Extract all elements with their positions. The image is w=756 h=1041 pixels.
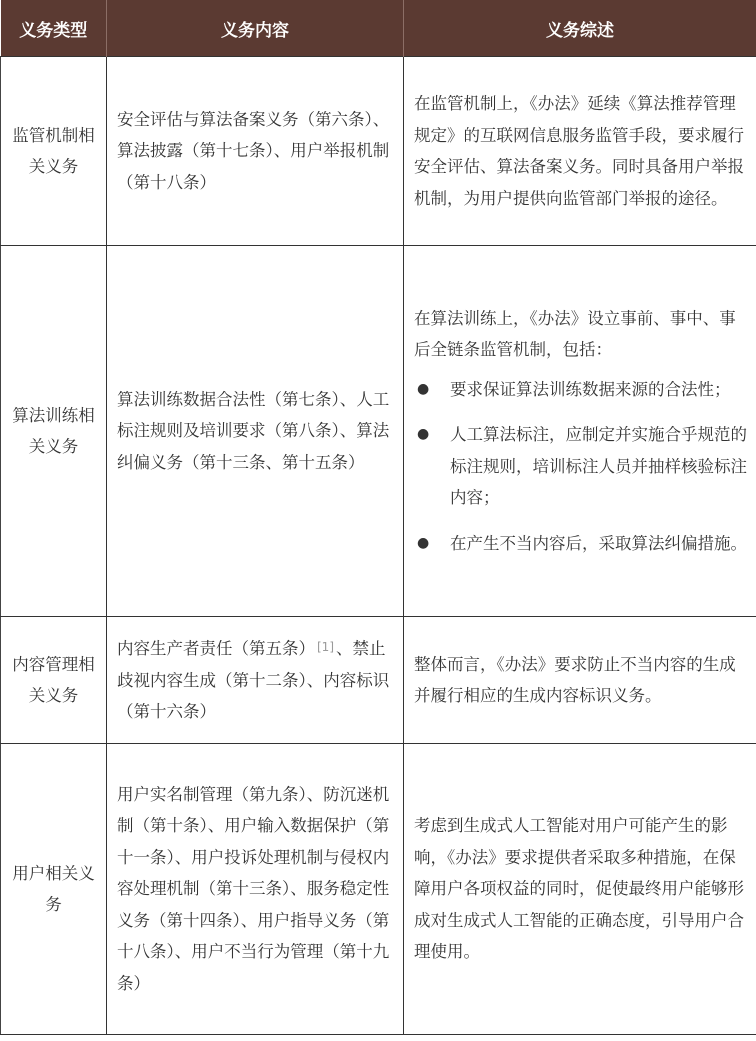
header-obligation-content: 义务内容	[107, 0, 404, 57]
bullet-icon: ●	[417, 426, 430, 443]
obligation-type-cell: 算法训练相关义务	[1, 246, 107, 617]
bullet-icon: ●	[417, 380, 430, 397]
list-item	[414, 374, 748, 406]
obligation-summary-cell: 在监管机制上，《办法》延续《算法推荐管理规定》的互联网信息服务监管手段，要求履行安全评估、算法备案义务。同时具备用户举报机制，为用户提供向监管部门举报的途径。	[404, 57, 756, 246]
obligation-content-cell: 安全评估与算法备案义务（第六条）、算法披露（第十七条）、用户举报机制（第十八条）	[107, 57, 404, 246]
obligation-type-cell: 用户相关义务	[1, 744, 107, 1035]
table-row	[1, 57, 756, 246]
bullet-text: 要求保证算法训练数据来源的合法性；	[450, 379, 731, 399]
bullet-text: 人工算法标注，应制定并实施合乎规范的标注规则，培训标注人员并抽样核验标注内容；	[450, 425, 747, 508]
content-text: 内容生产者责任（第五条）	[117, 639, 315, 659]
bullet-icon: ●	[417, 534, 430, 551]
obligation-summary-cell	[404, 246, 756, 617]
table-row	[1, 744, 756, 1035]
summary-bullet-list	[414, 374, 748, 560]
obligation-summary-cell: 考虑到生成式人工智能对用户可能产生的影响，《办法》要求提供者采取多种措施，在保障用户各项权益的同时，促使最终用户能够形成对生成式人工智能的正确态度，引导用户合理使用。	[404, 744, 756, 1035]
obligation-content-cell	[107, 617, 404, 744]
list-item	[414, 419, 748, 514]
obligation-type-cell: 内容管理相关义务	[1, 617, 107, 744]
content-text: 、禁止歧视内容生成（第十二条）、内容标识（第十六条）	[117, 639, 390, 722]
table-row	[1, 246, 756, 617]
obligation-summary-cell: 整体而言，《办法》要求防止不当内容的生成并履行相应的生成内容标识义务。	[404, 617, 756, 744]
obligation-type-cell: 监管机制相关义务	[1, 57, 107, 246]
obligation-content-cell: 算法训练数据合法性（第七条）、人工标注规则及培训要求（第八条）、算法纠偏义务（第十三条、第十五条）	[107, 246, 404, 617]
summary-intro: 在算法训练上，《办法》设立事前、事中、事后全链条监管机制，包括：	[414, 308, 736, 360]
bullet-text: 在产生不当内容后，采取算法纠偏措施。	[450, 533, 747, 553]
obligation-content-cell: 用户实名制管理（第九条）、防沉迷机制（第十条）、用户输入数据保护（第十一条）、用户投诉处理机制与侵权内容处理机制（第十三条）、服务稳定性义务（第十四条）、用户指导义务（第十八条）、用户不当行为管理（第十九条）	[107, 744, 404, 1035]
header-obligation-type: 义务类型	[1, 0, 107, 57]
list-item	[414, 528, 748, 560]
table-header-row	[1, 0, 756, 57]
table-row	[1, 617, 756, 744]
header-obligation-summary: 义务综述	[404, 0, 756, 57]
citation-link[interactable]: [1]	[317, 640, 334, 655]
